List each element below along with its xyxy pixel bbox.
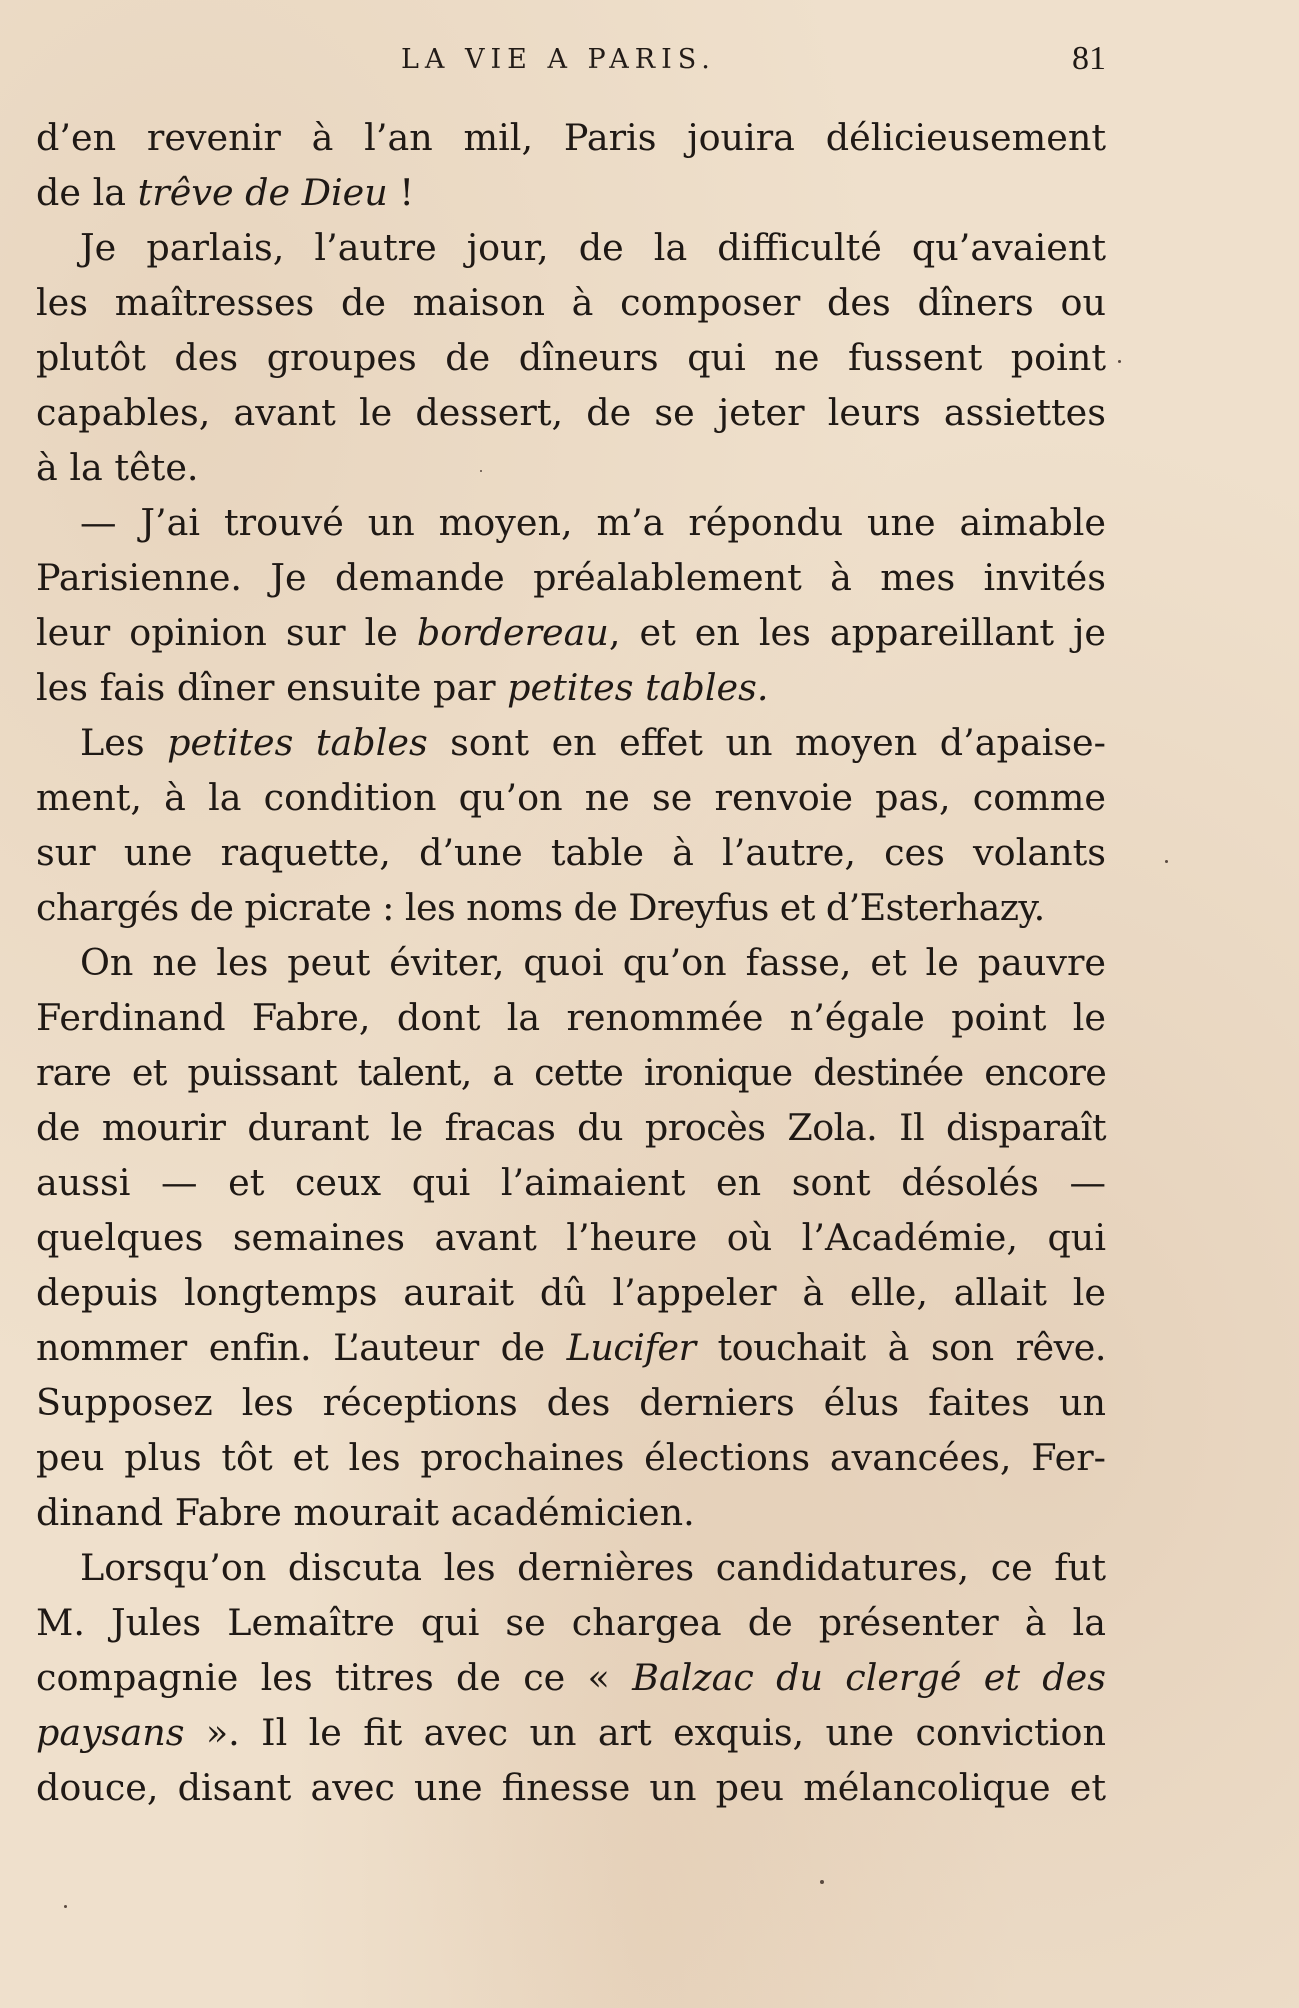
text-line: aussi — et ceux qui l’aimaient en sont désolés —	[36, 1161, 1106, 1204]
text-span: Les	[80, 721, 168, 764]
text-line: chargés de picrate : les noms de Dreyfus et d’Esterhazy.	[36, 886, 1045, 929]
text-span: ». Il le fit avec un art exquis, une conviction	[184, 1711, 1106, 1754]
text-line: Parisienne. Je demande préalablement à mes invités	[36, 556, 1106, 599]
italic-title: Balzac du clergé et des	[632, 1656, 1106, 1699]
text-span: les fais dîner ensuite par	[36, 666, 508, 709]
text-line: depuis longtemps aurait dû l’appeler à elle, allait le	[36, 1271, 1106, 1314]
text-line: Je parlais, l’autre jour, de la difficulté qu’avaient	[80, 226, 1106, 269]
text-line: quelques semaines avant l’heure où l’Académie, qui	[36, 1216, 1106, 1259]
italic-title: Lucifer	[566, 1326, 696, 1369]
text-line: ment, à la condition qu’on ne se renvoie pas, comme	[36, 776, 1106, 819]
text-line	[36, 660, 1106, 715]
text-line: rare et puissant talent, a cette ironique destinée encore	[36, 1051, 1106, 1094]
text-line: Supposez les réceptions des derniers élus faites un	[36, 1381, 1106, 1424]
text-span: nommer enfin. L’auteur de	[36, 1326, 567, 1369]
text-line: peu plus tôt et les prochaines élections avancées, Fer-	[36, 1436, 1106, 1479]
text-span: !	[387, 171, 415, 214]
text-line: d’en revenir à l’an mil, Paris jouira délicieusement	[36, 116, 1106, 159]
text-line: douce, disant avec une finesse un peu mélancolique et	[36, 1766, 1106, 1809]
text-line: plutôt des groupes de dîneurs qui ne fussent point	[36, 336, 1106, 379]
text-span: de la	[36, 171, 138, 214]
text-span: compagnie les titres de ce «	[36, 1656, 633, 1699]
text-line	[36, 1320, 1106, 1375]
text-span: touchait à son rêve.	[695, 1326, 1106, 1369]
paper-speck	[1118, 360, 1121, 363]
text-line	[36, 165, 1106, 220]
text-span: leur opinion sur le	[36, 611, 417, 654]
page-number: 81	[1072, 40, 1106, 77]
body-text	[36, 110, 1106, 1815]
text-line	[36, 1705, 1106, 1760]
text-span: , et en les appareillant je	[608, 611, 1107, 654]
running-title: LA VIE A PARIS.	[401, 44, 716, 75]
text-line: Ferdinand Fabre, dont la renommée n’égale point le	[36, 996, 1106, 1039]
paper-speck	[820, 1880, 824, 1884]
text-line: capables, avant le dessert, de se jeter leurs assiettes	[36, 391, 1106, 434]
italic-word: bordereau	[416, 611, 609, 654]
text-line: M. Jules Lemaître qui se chargea de présenter à la	[36, 1601, 1106, 1644]
paper-speck	[480, 470, 482, 472]
text-line: On ne les peut éviter, quoi qu’on fasse, et le pauvre	[80, 941, 1106, 984]
text-line: dinand Fabre mourait académicien.	[36, 1491, 695, 1534]
text-line: les maîtresses de maison à composer des dîners ou	[36, 281, 1106, 324]
text-line: — J’ai trouvé un moyen, m’a répondu une aimable	[80, 501, 1106, 544]
text-line	[36, 605, 1106, 660]
page-header	[36, 38, 1106, 88]
italic-title: paysans	[36, 1711, 185, 1754]
italic-word: petites tables.	[507, 666, 769, 709]
text-line	[36, 715, 1106, 770]
italic-word: petites tables	[167, 721, 428, 764]
paper-speck	[1165, 860, 1168, 863]
text-line: sur une raquette, d’une table à l’autre, ces volants	[36, 831, 1106, 874]
text-line: à la tête.	[36, 446, 199, 489]
italic-title: trêve de Dieu	[137, 171, 388, 214]
text-line: de mourir durant le fracas du procès Zola. Il disparaît	[36, 1106, 1106, 1149]
text-line: Lorsqu’on discuta les dernières candidatures, ce fut	[80, 1546, 1106, 1589]
text-line	[36, 1650, 1106, 1705]
paper-speck	[64, 1905, 67, 1908]
text-span: sont en effet un moyen d’apaise-	[427, 721, 1106, 764]
